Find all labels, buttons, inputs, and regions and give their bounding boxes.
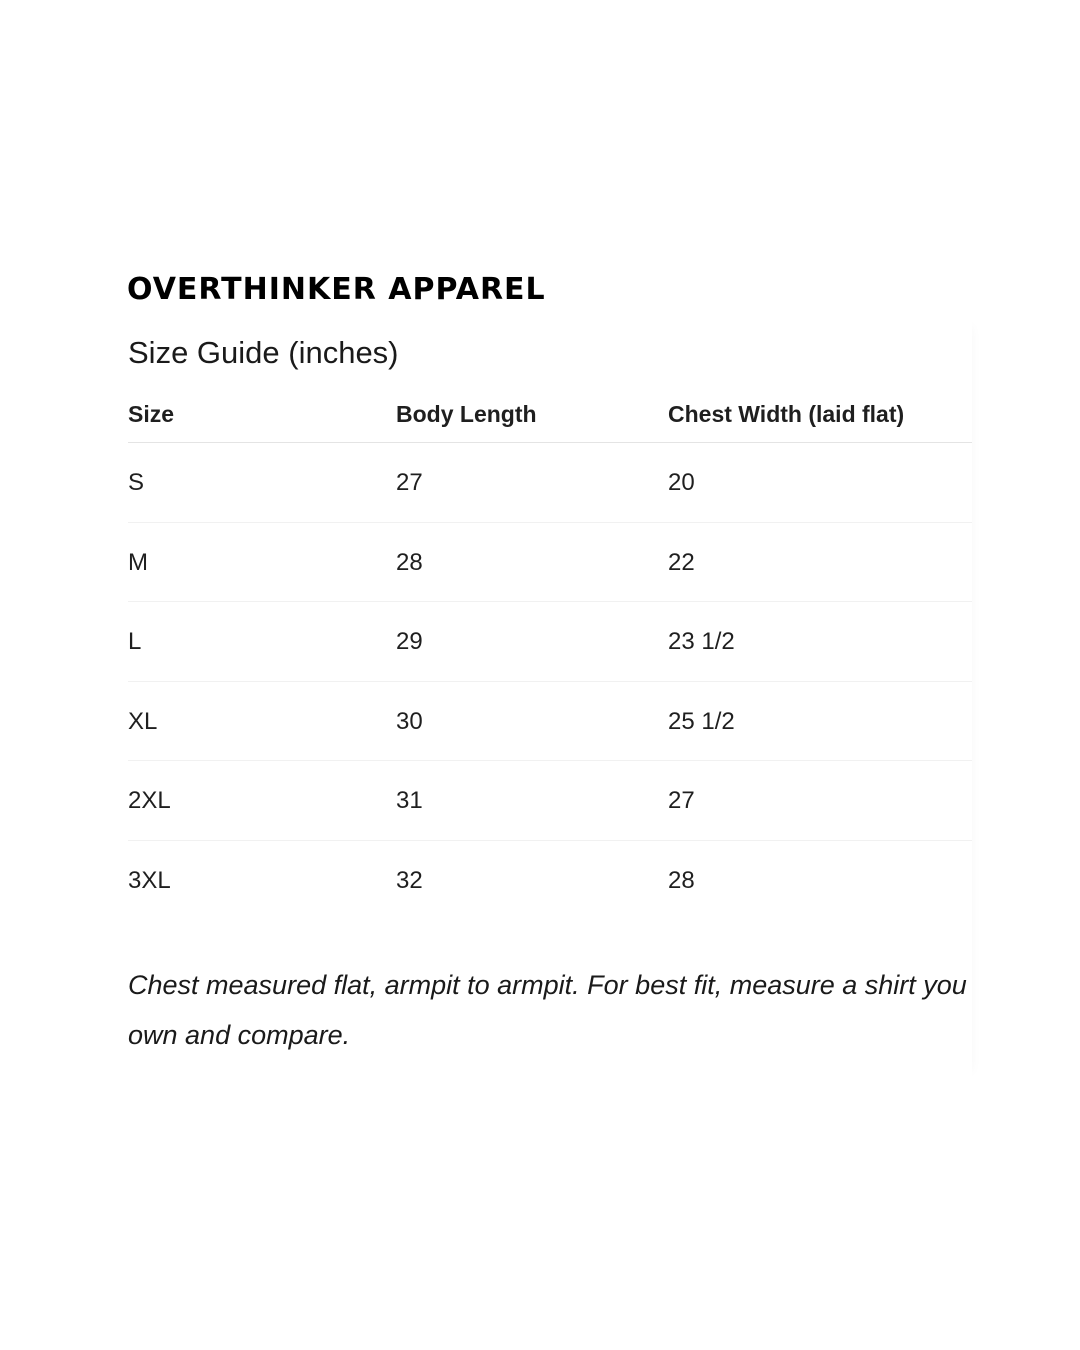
chest-width-cell: 28 <box>668 866 695 894</box>
size-cell: M <box>128 548 148 576</box>
size-cell: L <box>128 628 142 655</box>
table-row <box>128 443 972 523</box>
size-cell: XL <box>128 707 158 735</box>
table-row <box>128 841 972 920</box>
chest-width-cell: 20 <box>668 469 695 496</box>
body-length-cell: 29 <box>396 628 423 655</box>
chest-width-cell: 22 <box>668 548 695 576</box>
body-length-cell: 31 <box>396 787 423 814</box>
table-header-row <box>128 396 972 443</box>
size-cell: 3XL <box>128 866 171 894</box>
chest-width-cell: 25 1/2 <box>668 707 735 735</box>
column-header-size: Size <box>128 401 175 427</box>
body-length-cell: 28 <box>396 548 423 576</box>
table-row <box>128 602 972 682</box>
chest-width-cell: 27 <box>668 787 695 814</box>
table-row <box>128 682 972 762</box>
body-length-cell: 30 <box>396 707 423 735</box>
size-cell: S <box>128 469 145 496</box>
chest-width-cell: 23 1/2 <box>668 628 735 655</box>
size-guide-card <box>128 318 972 1080</box>
size-guide-title: Size Guide (inches) <box>128 335 399 370</box>
column-header-body-length: Body Length <box>396 401 537 427</box>
body-length-cell: 27 <box>396 469 423 496</box>
table-row <box>128 761 972 841</box>
table-row <box>128 523 972 603</box>
size-table <box>128 396 972 919</box>
brand-logo-text: OVERTHINKER APPAREL <box>127 272 546 307</box>
measurement-note: Chest measured flat, armpit to armpit. For best fit, measure a shirt you own and compare. <box>128 970 967 1050</box>
column-header-chest-width: Chest Width (laid flat) <box>668 401 905 427</box>
size-cell: 2XL <box>128 787 171 814</box>
body-length-cell: 32 <box>396 866 423 894</box>
